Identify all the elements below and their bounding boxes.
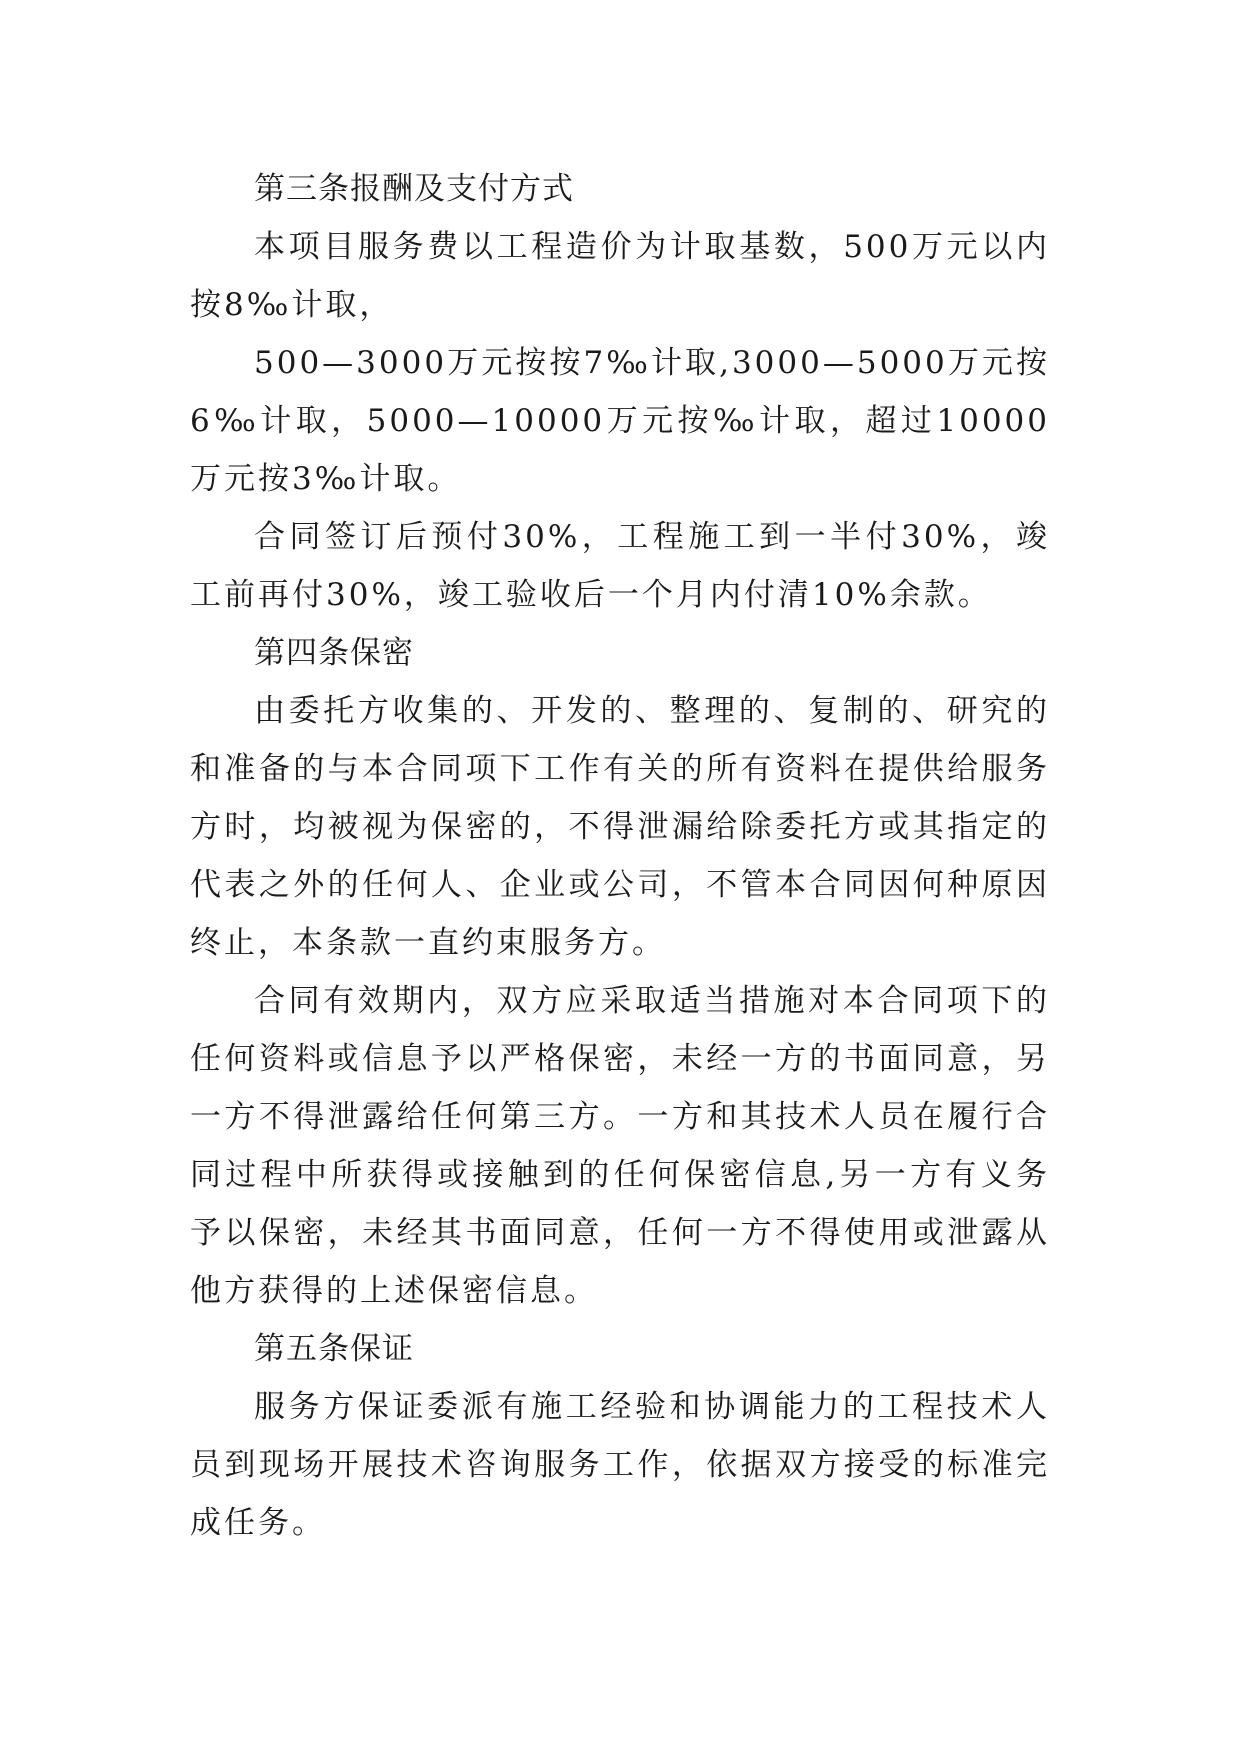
article4-heading: 第四条保密 — [254, 635, 414, 671]
document-body — [190, 160, 1050, 1552]
article3-heading: 第三条报酬及支付方式 — [254, 171, 574, 207]
article4-paragraph-1: 由委托方收集的、开发的、整理的、复制的、研究的和准备的与本合同项下工作有关的所有资料在提供给服务方时，均被视为保密的，不得泄漏给除委托方或其指定的代表之外的任何人、企业或公司，不管本合同因何种原因终止，本条款一直约束服务方。 — [190, 693, 1050, 961]
article3-paragraph-1: 本项目服务费以工程造价为计取基数，500万元以内按8‰计取， — [190, 229, 1050, 323]
article4-paragraph-2: 合同有效期内，双方应采取适当措施对本合同项下的任何资料或信息予以严格保密，未经一方的书面同意，另一方不得泄露给任何第三方。一方和其技术人员在履行合同过程中所获得或接触到的任何保密信息,另一方有义务予以保密，未经其书面同意，任何一方不得使用或泄露从他方获得的上述保密信息。 — [190, 983, 1050, 1309]
article5-paragraph-1: 服务方保证委派有施工经验和协调能力的工程技术人员到现场开展技术咨询服务工作，依据双方接受的标准完成任务。 — [190, 1389, 1050, 1541]
article5-heading: 第五条保证 — [254, 1331, 414, 1367]
article3-paragraph-3: 合同签订后预付30%，工程施工到一半付30%，竣工前再付30%，竣工验收后一个月内付清10%余款。 — [190, 519, 1050, 613]
article3-paragraph-2: 500—3000万元按按7‰计取,3000—5000万元按6‰计取，5000—10000万元按‰计取，超过10000万元按3‰计取。 — [190, 345, 1050, 497]
